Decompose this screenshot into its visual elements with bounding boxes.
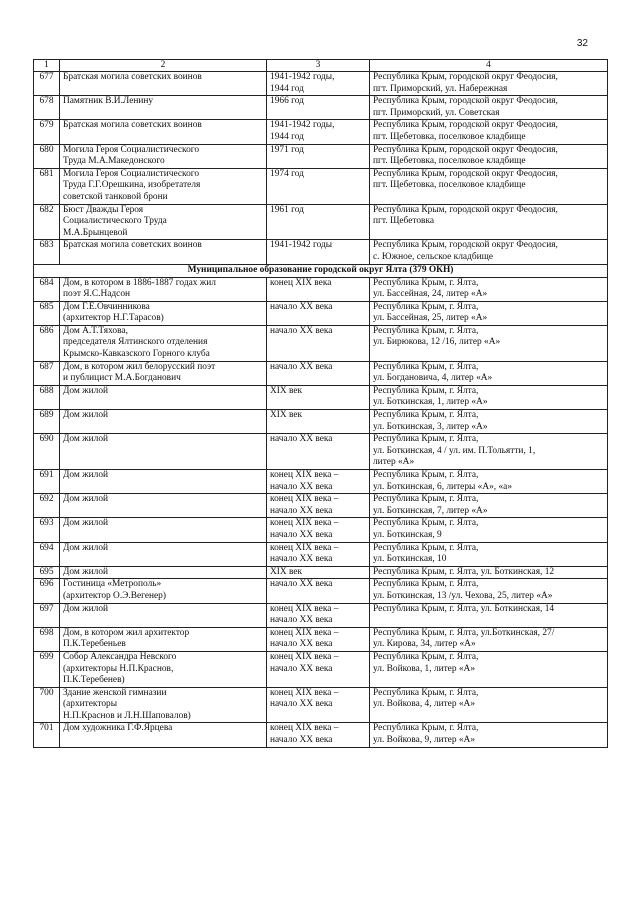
address-cell: Республика Крым, г. Ялта, ул. Боткинская, 3, литер «А» <box>370 410 608 434</box>
object-name-cell: Дом жилой <box>60 410 267 434</box>
object-name-cell: Гостиница «Метрополь» (архитектор О.Э.Вегенер) <box>60 579 267 603</box>
row-number-cell: 687 <box>34 361 60 385</box>
table-row <box>34 651 608 687</box>
row-number-cell: 698 <box>34 627 60 651</box>
address-cell: Республика Крым, г. Ялта, ул. Боткинская, 7, литер «А» <box>370 494 608 518</box>
object-name-cell: Могила Героя Социалистического Труда Г.Г.Орешкина, изобретателя советской танковой брони <box>60 168 267 204</box>
row-number-cell: 699 <box>34 651 60 687</box>
section-header-row <box>34 264 608 277</box>
object-name-cell: Дом, в котором жил белорусский поэт и публицист М.А.Богданович <box>60 361 267 385</box>
date-cell: начало XX века <box>267 579 370 603</box>
address-cell: Республика Крым, г. Ялта, ул. Бассейная, 24, литер «А» <box>370 277 608 301</box>
date-cell: 1966 год <box>267 96 370 120</box>
table-row <box>34 277 608 301</box>
column-number: 3 <box>267 60 370 72</box>
address-cell: Республика Крым, г. Ялта, ул. Бассейная, 25, литер «А» <box>370 301 608 325</box>
address-cell: Республика Крым, г. Ялта, ул.Боткинская, 27/ ул. Кирова, 34, литер «А» <box>370 627 608 651</box>
object-name-cell: Бюст Дважды Героя Социалистического Труда М.А.Брынцевой <box>60 204 267 240</box>
object-name-cell: Дом Г.Е.Овчинникова (архитектор Н.Г.Тарасов) <box>60 301 267 325</box>
section-title: Муниципальное образование городской округ Ялта (379 ОКН) <box>34 264 608 277</box>
date-cell: 1974 год <box>267 168 370 204</box>
date-cell: начало XX века <box>267 301 370 325</box>
row-number-cell: 682 <box>34 204 60 240</box>
column-number-row <box>34 60 608 72</box>
table-row <box>34 723 608 747</box>
row-number-cell: 678 <box>34 96 60 120</box>
date-cell: 1971 год <box>267 144 370 168</box>
address-cell: Республика Крым, г. Ялта, ул. Войкова, 4, литер «А» <box>370 687 608 723</box>
row-number-cell: 681 <box>34 168 60 204</box>
object-name-cell: Дом жилой <box>60 385 267 409</box>
object-name-cell: Дом жилой <box>60 603 267 627</box>
address-cell: Республика Крым, г. Ялта, ул. Боткинская, 13 /ул. Чехова, 25, литер «А» <box>370 579 608 603</box>
date-cell: конец XIX века – начало XX века <box>267 518 370 542</box>
table-row <box>34 301 608 325</box>
date-cell: XIX век <box>267 385 370 409</box>
table-row <box>34 603 608 627</box>
date-cell: конец XIX века – начало XX века <box>267 687 370 723</box>
row-number-cell: 677 <box>34 72 60 96</box>
row-number-cell: 688 <box>34 385 60 409</box>
row-number-cell: 696 <box>34 579 60 603</box>
date-cell: конец XIX века – начало XX века <box>267 651 370 687</box>
table-row <box>34 434 608 470</box>
address-cell: Республика Крым, г. Ялта, ул. Боткинская, 1, литер «А» <box>370 385 608 409</box>
address-cell: Республика Крым, городской округ Феодосия, пгт. Щебетовка, поселковое кладбище <box>370 120 608 144</box>
page-number: 32 <box>576 38 588 49</box>
table-row <box>34 579 608 603</box>
address-cell: Республика Крым, городской округ Феодосия, пгт. Щебетовка <box>370 204 608 240</box>
date-cell: XIX век <box>267 566 370 579</box>
table-row <box>34 494 608 518</box>
object-name-cell: Братская могила советских воинов <box>60 240 267 264</box>
table-row <box>34 96 608 120</box>
table-row <box>34 72 608 96</box>
date-cell: конец XIX века – начало XX века <box>267 494 370 518</box>
address-cell: Республика Крым, г. Ялта, ул. Боткинская, 14 <box>370 603 608 627</box>
row-number-cell: 694 <box>34 542 60 566</box>
date-cell: конец XIX века – начало XX века <box>267 723 370 747</box>
row-number-cell: 685 <box>34 301 60 325</box>
object-name-cell: Дом, в котором жил архитектор П.К.Теребеньев <box>60 627 267 651</box>
address-cell: Республика Крым, г. Ялта, ул. Боткинская, 10 <box>370 542 608 566</box>
row-number-cell: 701 <box>34 723 60 747</box>
address-cell: Республика Крым, г. Ялта, ул. Бирюкова, 12 /16, литер «А» <box>370 325 608 361</box>
date-cell: начало XX века <box>267 434 370 470</box>
table-row <box>34 542 608 566</box>
row-number-cell: 700 <box>34 687 60 723</box>
date-cell: начало XX века <box>267 361 370 385</box>
date-cell: 1941-1942 годы, 1944 год <box>267 120 370 144</box>
address-cell: Республика Крым, городской округ Феодосия, с. Южное, сельское кладбище <box>370 240 608 264</box>
object-name-cell: Дом жилой <box>60 494 267 518</box>
table-row <box>34 687 608 723</box>
date-cell: 1941-1942 годы, 1944 год <box>267 72 370 96</box>
object-name-cell: Дом жилой <box>60 518 267 542</box>
object-name-cell: Дом А.Т.Тяхова, председателя Ялтинского отделения Крымско-Кавказского Горного клуба <box>60 325 267 361</box>
object-name-cell: Дом жилой <box>60 470 267 494</box>
address-cell: Республика Крым, г. Ялта, ул. Боткинская, 9 <box>370 518 608 542</box>
table-row <box>34 518 608 542</box>
object-name-cell: Здание женской гимназии (архитекторы Н.П.Краснов и Л.Н.Шаповалов) <box>60 687 267 723</box>
date-cell: 1961 год <box>267 204 370 240</box>
column-number: 2 <box>60 60 267 72</box>
date-cell: конец XIX века – начало XX века <box>267 542 370 566</box>
object-name-cell: Дом, в котором в 1886-1887 годах жил поэт Я.С.Надсон <box>60 277 267 301</box>
table-row <box>34 410 608 434</box>
row-number-cell: 679 <box>34 120 60 144</box>
table-row <box>34 627 608 651</box>
object-name-cell: Собор Александра Невского (архитекторы Н.П.Краснов, П.К.Теребенев) <box>60 651 267 687</box>
object-name-cell: Могила Героя Социалистического Труда М.А.Македонского <box>60 144 267 168</box>
address-cell: Республика Крым, г. Ялта, ул. Богдановича, 4, литер «А» <box>370 361 608 385</box>
table-row <box>34 385 608 409</box>
object-name-cell: Братская могила советских воинов <box>60 120 267 144</box>
heritage-registry-table <box>33 59 608 748</box>
date-cell: 1941-1942 годы <box>267 240 370 264</box>
object-name-cell: Братская могила советских воинов <box>60 72 267 96</box>
address-cell: Республика Крым, городской округ Феодосия, пгт. Приморский, ул. Советская <box>370 96 608 120</box>
date-cell: конец XIX века – начало XX века <box>267 470 370 494</box>
table-row <box>34 240 608 264</box>
date-cell: конец XIX века – начало XX века <box>267 603 370 627</box>
address-cell: Республика Крым, г. Ялта, ул. Боткинская, 6, литеры «А», «а» <box>370 470 608 494</box>
address-cell: Республика Крым, г. Ялта, ул. Войкова, 1, литер «А» <box>370 651 608 687</box>
table-row <box>34 144 608 168</box>
row-number-cell: 689 <box>34 410 60 434</box>
address-cell: Республика Крым, г. Ялта, ул. Войкова, 9, литер «А» <box>370 723 608 747</box>
row-number-cell: 695 <box>34 566 60 579</box>
row-number-cell: 691 <box>34 470 60 494</box>
object-name-cell: Дом художника Г.Ф.Ярцева <box>60 723 267 747</box>
table-row <box>34 361 608 385</box>
date-cell: конец XIX века – начало XX века <box>267 627 370 651</box>
row-number-cell: 684 <box>34 277 60 301</box>
object-name-cell: Памятник В.И.Ленину <box>60 96 267 120</box>
address-cell: Республика Крым, городской округ Феодосия, пгт. Щебетовка, поселковое кладбище <box>370 144 608 168</box>
row-number-cell: 680 <box>34 144 60 168</box>
row-number-cell: 692 <box>34 494 60 518</box>
registry-body <box>34 60 608 748</box>
address-cell: Республика Крым, городской округ Феодосия, пгт. Приморский, ул. Набережная <box>370 72 608 96</box>
row-number-cell: 686 <box>34 325 60 361</box>
object-name-cell: Дом жилой <box>60 434 267 470</box>
table-row <box>34 470 608 494</box>
date-cell: конец XIX века <box>267 277 370 301</box>
object-name-cell: Дом жилой <box>60 566 267 579</box>
column-number: 1 <box>34 60 60 72</box>
address-cell: Республика Крым, городской округ Феодосия, пгт. Щебетовка, поселковое кладбище <box>370 168 608 204</box>
row-number-cell: 693 <box>34 518 60 542</box>
address-cell: Республика Крым, г. Ялта, ул. Боткинская, 4 / ул. им. П.Тольятти, 1, литер «А» <box>370 434 608 470</box>
object-name-cell: Дом жилой <box>60 542 267 566</box>
table-row <box>34 168 608 204</box>
address-cell: Республика Крым, г. Ялта, ул. Боткинская, 12 <box>370 566 608 579</box>
column-number: 4 <box>370 60 608 72</box>
table-row <box>34 325 608 361</box>
row-number-cell: 683 <box>34 240 60 264</box>
row-number-cell: 690 <box>34 434 60 470</box>
row-number-cell: 697 <box>34 603 60 627</box>
table-row <box>34 120 608 144</box>
table-row <box>34 204 608 240</box>
table-row <box>34 566 608 579</box>
date-cell: XIX век <box>267 410 370 434</box>
date-cell: начало XX века <box>267 325 370 361</box>
